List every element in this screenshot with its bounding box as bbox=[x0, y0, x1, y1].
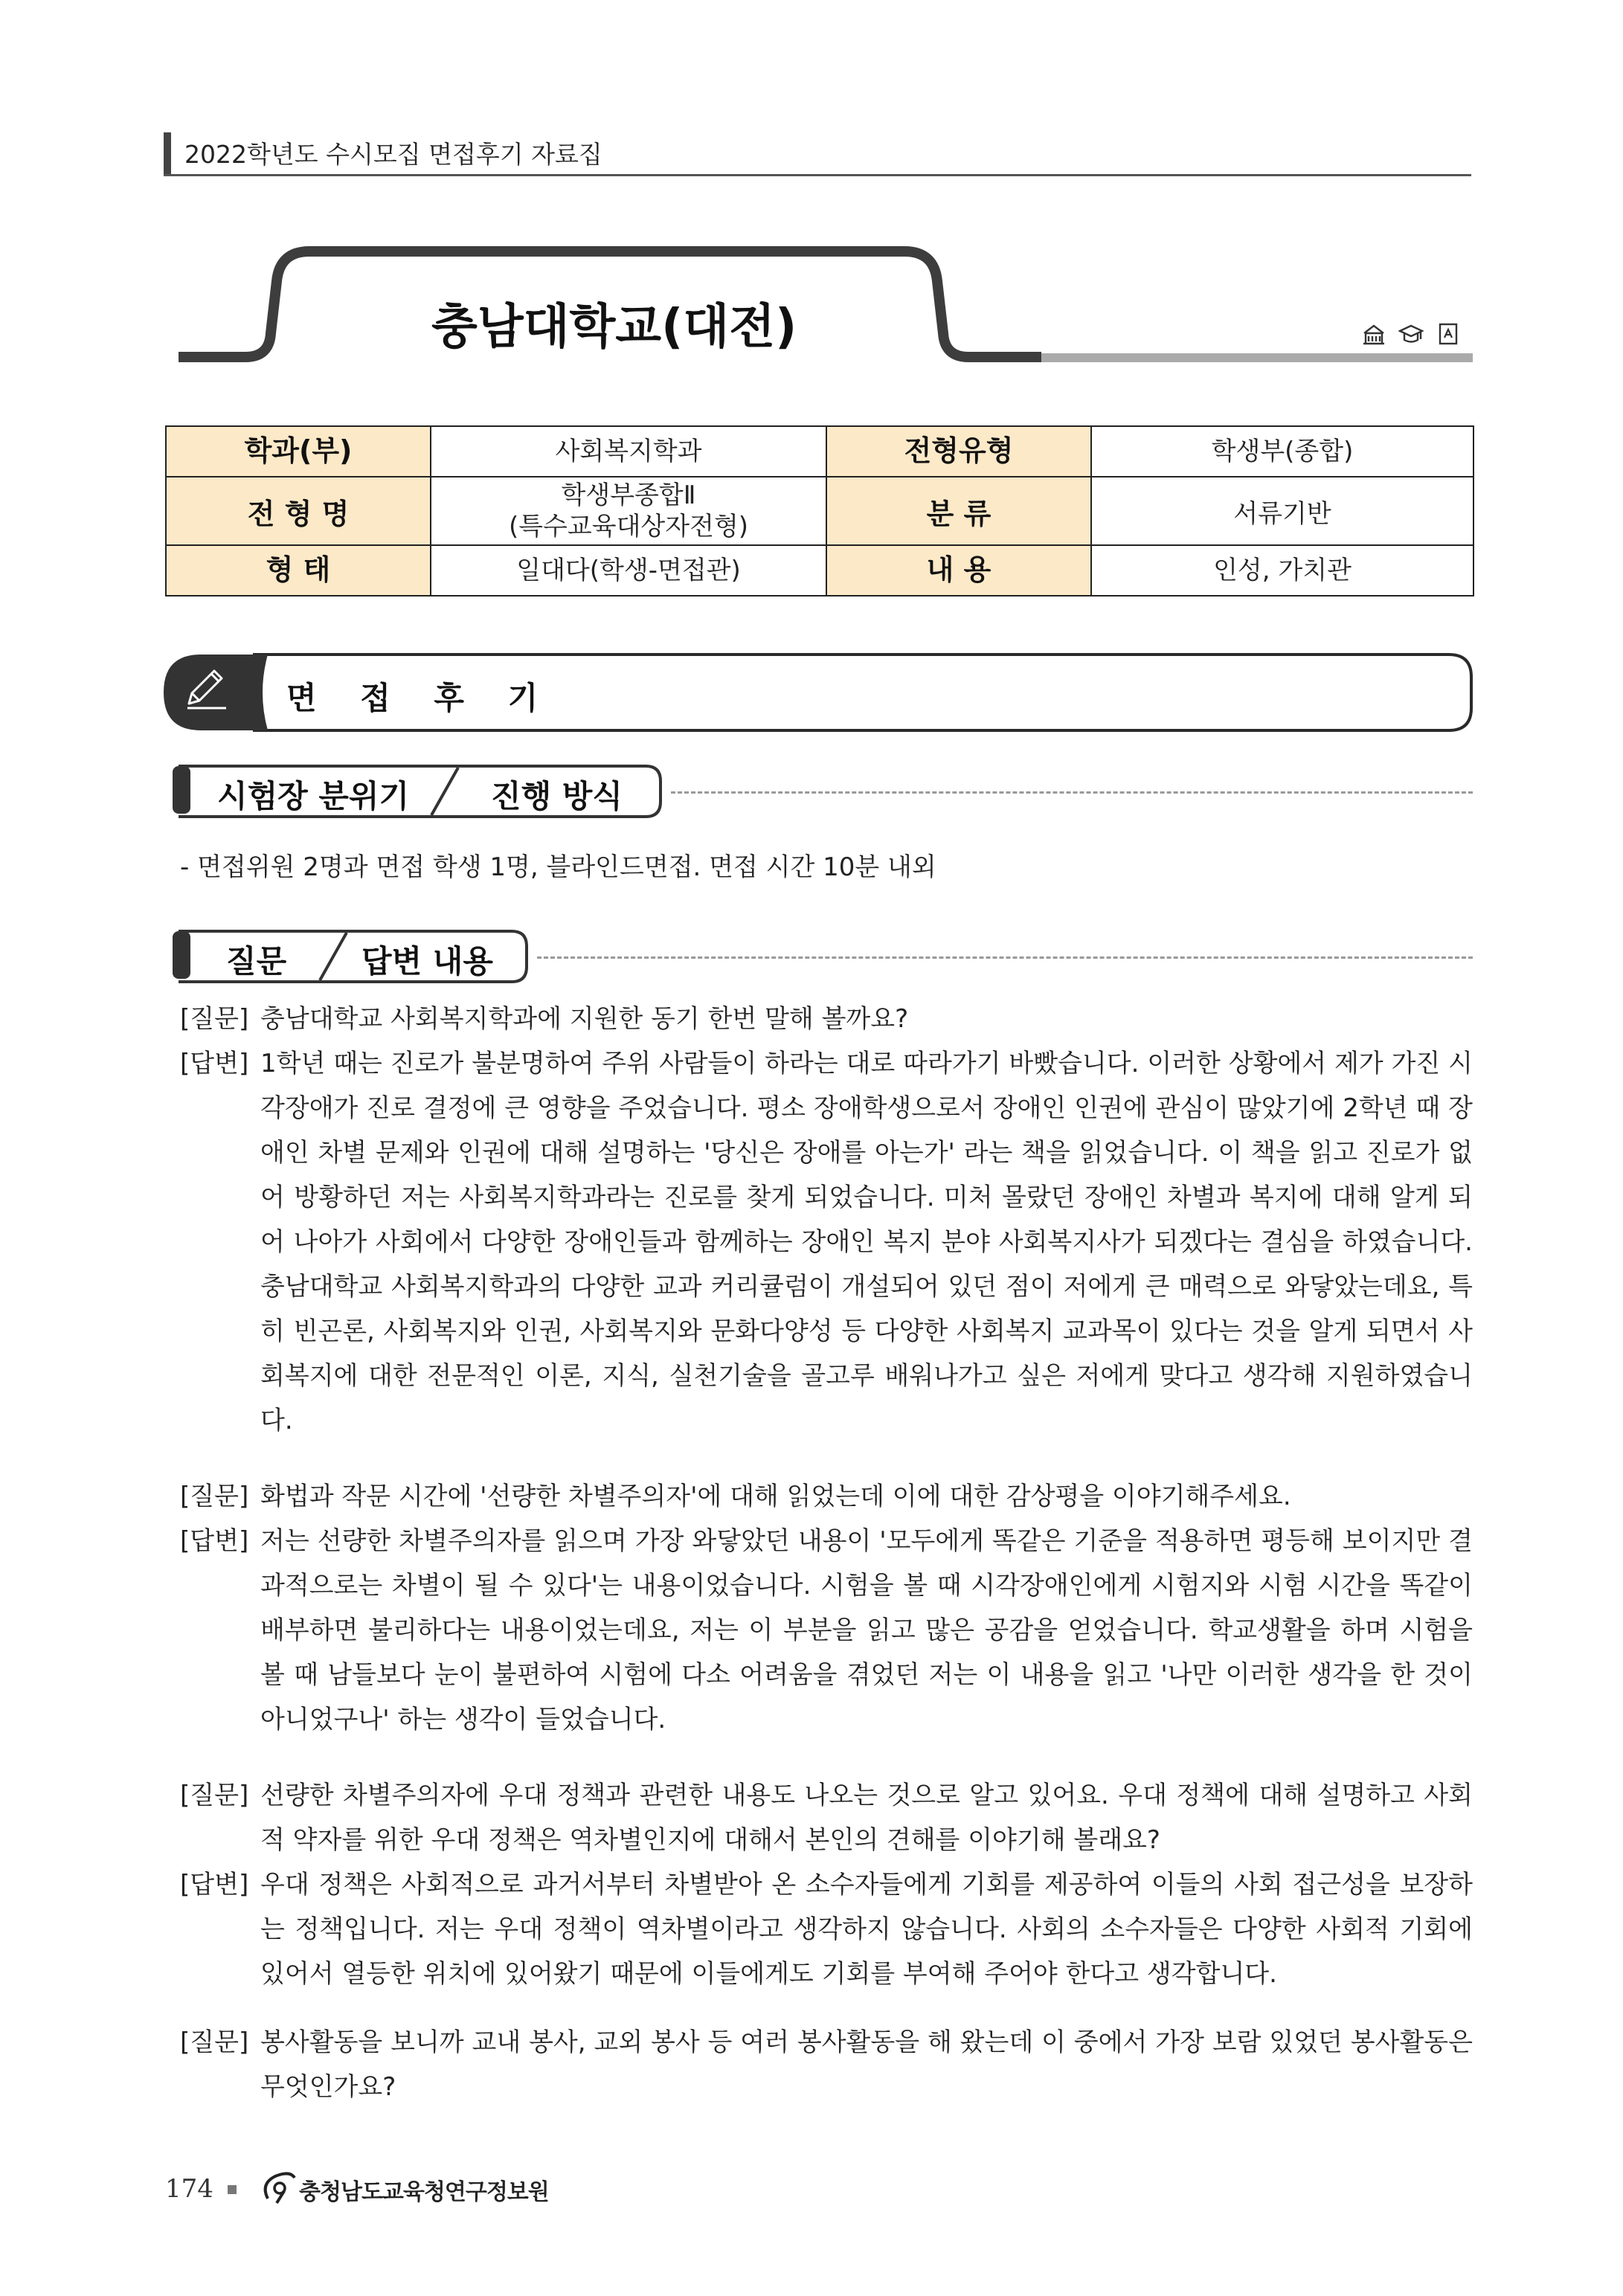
category-label: 분 류 bbox=[826, 477, 1091, 545]
question-2-text: 화법과 작문 시간에 '선량한 차별주의자'에 대해 읽었는데 이에 대한 감상평을 이야기해주세요. bbox=[260, 1482, 1291, 1511]
page-number: 174 bbox=[165, 2174, 213, 2204]
question-4-text: 봉사활동을 보니까 교내 봉사, 교외 봉사 등 여러 봉사활동을 해 왔는데 이 중에서 가장 보람 있었던 봉사활동은 무엇인가요? bbox=[260, 2028, 1473, 2102]
progress-label: 진행 방식 bbox=[491, 778, 623, 814]
answer-1-text: 1학년 때는 진로가 불분명하여 주위 사람들이 하라는 대로 따라가기 바빴습니다. 이러한 상황에서 제가 가진 시각장애가 진로 결정에 큰 영향을 주었습니다. 평소 장애학생으로서 장애인 인권에 관심이 많았기에 2학년 때 장애인 차별 문제와 인권에 대해 설명하는 '당신은 장애를 아는가' 라는 책을 읽었습니다. 이 책을 읽고 진로가 없어 방황하던 저는 사회복지학과라는 진로를 찾게 되었습니다. 미처 몰랐던 장애인 차별과 복지에 대해 알게 되어 나아가 사회에서 다양한 장애인들과 함께하는 장애인 복지 분야 사회복지사가 되겠다는 결심을 하였습니다. 충남대학교 사회복지학과의 다양한 교과 커리큘럼이 개설되어 있던 점이 저에게 큰 매력으로 와닿았는데요, 특히 빈곤론, 사회복지와 인권, 사회복지와 문화다양성 등 다양한 사회복지 교과목이 있다는 것을 알게 되면서 사회복지에 대한 전문적인 이론, 지식, 실천기술을 골고루 배워나가고 싶은 저에게 맞다고 생각해 지원하였습니다. bbox=[260, 1049, 1473, 1435]
category-value: 서류기반 bbox=[1091, 477, 1473, 545]
question-tag: [질문] bbox=[180, 1004, 249, 1034]
question-tag: [질문] bbox=[180, 1482, 249, 1511]
question-tag: [질문] bbox=[180, 2028, 249, 2057]
answer-tag: [답변] bbox=[180, 1049, 249, 1078]
name-value-line-2: (특수교육대상자전형) bbox=[508, 512, 749, 541]
org-logo-icon bbox=[257, 2169, 302, 2206]
name-value bbox=[431, 477, 826, 545]
answer-2 bbox=[180, 1519, 1473, 1742]
table-row bbox=[166, 477, 1473, 545]
admission-info-table bbox=[165, 425, 1474, 596]
dept-value: 사회복지학과 bbox=[431, 426, 826, 477]
question-3 bbox=[180, 1773, 1473, 1862]
answer-label: 답변 내용 bbox=[361, 943, 493, 980]
question-3-text: 선량한 차별주의자에 우대 정책과 관련한 내용도 나오는 것으로 알고 있어요. 우대 정책에 대해 설명하고 사회적 약자를 위한 우대 정책은 역차별인지에 대해서 본인의 견해를 이야기해 볼래요? bbox=[260, 1781, 1473, 1855]
form-label: 형 태 bbox=[166, 545, 431, 596]
type-label: 전형유형 bbox=[826, 426, 1091, 477]
content-value: 인성, 가치관 bbox=[1091, 545, 1473, 596]
name-value-line-1: 학생부종합Ⅱ bbox=[561, 480, 696, 510]
footer-square-bullet bbox=[228, 2185, 237, 2194]
answer-tag: [답변] bbox=[180, 1526, 249, 1556]
dashed-divider bbox=[537, 956, 1473, 959]
answer-3-text: 우대 정책은 사회적으로 과거서부터 차별받아 온 소수자들에게 기회를 제공하여 이들의 사회 접근성을 보장하는 정책입니다. 저는 우대 정책이 역차별이라고 생각하지 않습니다. 사회의 소수자들은 다양한 사회적 기회에 있어서 열등한 위치에 있어왔기 때문에 이들에게도 기회를 부여해 주어야 한다고 생각합니다. bbox=[260, 1870, 1473, 1989]
dashed-divider bbox=[671, 791, 1473, 794]
answer-3 bbox=[180, 1862, 1473, 1996]
document-icon bbox=[1436, 321, 1461, 347]
school-title: 충남대학교(대전) bbox=[431, 300, 797, 355]
review-section-title: 면 접 후 기 bbox=[286, 680, 555, 716]
table-row bbox=[166, 426, 1473, 477]
question-tag: [질문] bbox=[180, 1781, 249, 1810]
type-value: 학생부(종합) bbox=[1091, 426, 1473, 477]
question-1-text: 충남대학교 사회복지학과에 지원한 동기 한번 말해 볼까요? bbox=[260, 1004, 909, 1034]
atmosphere-text: - 면접위원 2명과 면접 학생 1명, 블라인드면접. 면접 시간 10분 내외 bbox=[180, 852, 936, 882]
answer-tag: [답변] bbox=[180, 1870, 249, 1900]
question-label: 질문 bbox=[226, 943, 287, 980]
question-1 bbox=[180, 997, 1473, 1041]
atmosphere-label: 시험장 분위기 bbox=[217, 778, 410, 814]
form-value: 일대다(학생-면접관) bbox=[431, 545, 826, 596]
answer-1 bbox=[180, 1041, 1473, 1443]
question-4 bbox=[180, 2020, 1473, 2109]
name-label: 전 형 명 bbox=[166, 477, 431, 545]
building-icon bbox=[1361, 321, 1386, 347]
organization-name: 충청남도교육청연구정보원 bbox=[299, 2179, 549, 2205]
running-header-title: 2022학년도 수시모집 면접후기 자료집 bbox=[184, 140, 602, 169]
answer-2-text: 저는 선량한 차별주의자를 읽으며 가장 와닿았던 내용이 '모두에게 똑같은 기준을 적용하면 평등해 보이지만 결과적으로는 차별이 될 수 있다'는 내용이었습니다. 시험을 볼 때 시각장애인에게 시험지와 시험 시간을 똑같이 배부하면 불리하다는 내용이었는데요, 저는 이 부분을 읽고 많은 공감을 얻었습니다. 학교생활을 하며 시험을 볼 때 남들보다 눈이 불편하여 시험에 다소 어려움을 겪었던 저는 이 내용을 읽고 '나만 이러한 생각을 한 것이 아니었구나' 하는 생각이 들었습니다. bbox=[260, 1526, 1473, 1734]
question-2 bbox=[180, 1474, 1473, 1519]
graduation-cap-icon bbox=[1398, 321, 1424, 347]
content-label: 내 용 bbox=[826, 545, 1091, 596]
table-row bbox=[166, 545, 1473, 596]
dept-label: 학과(부) bbox=[166, 426, 431, 477]
